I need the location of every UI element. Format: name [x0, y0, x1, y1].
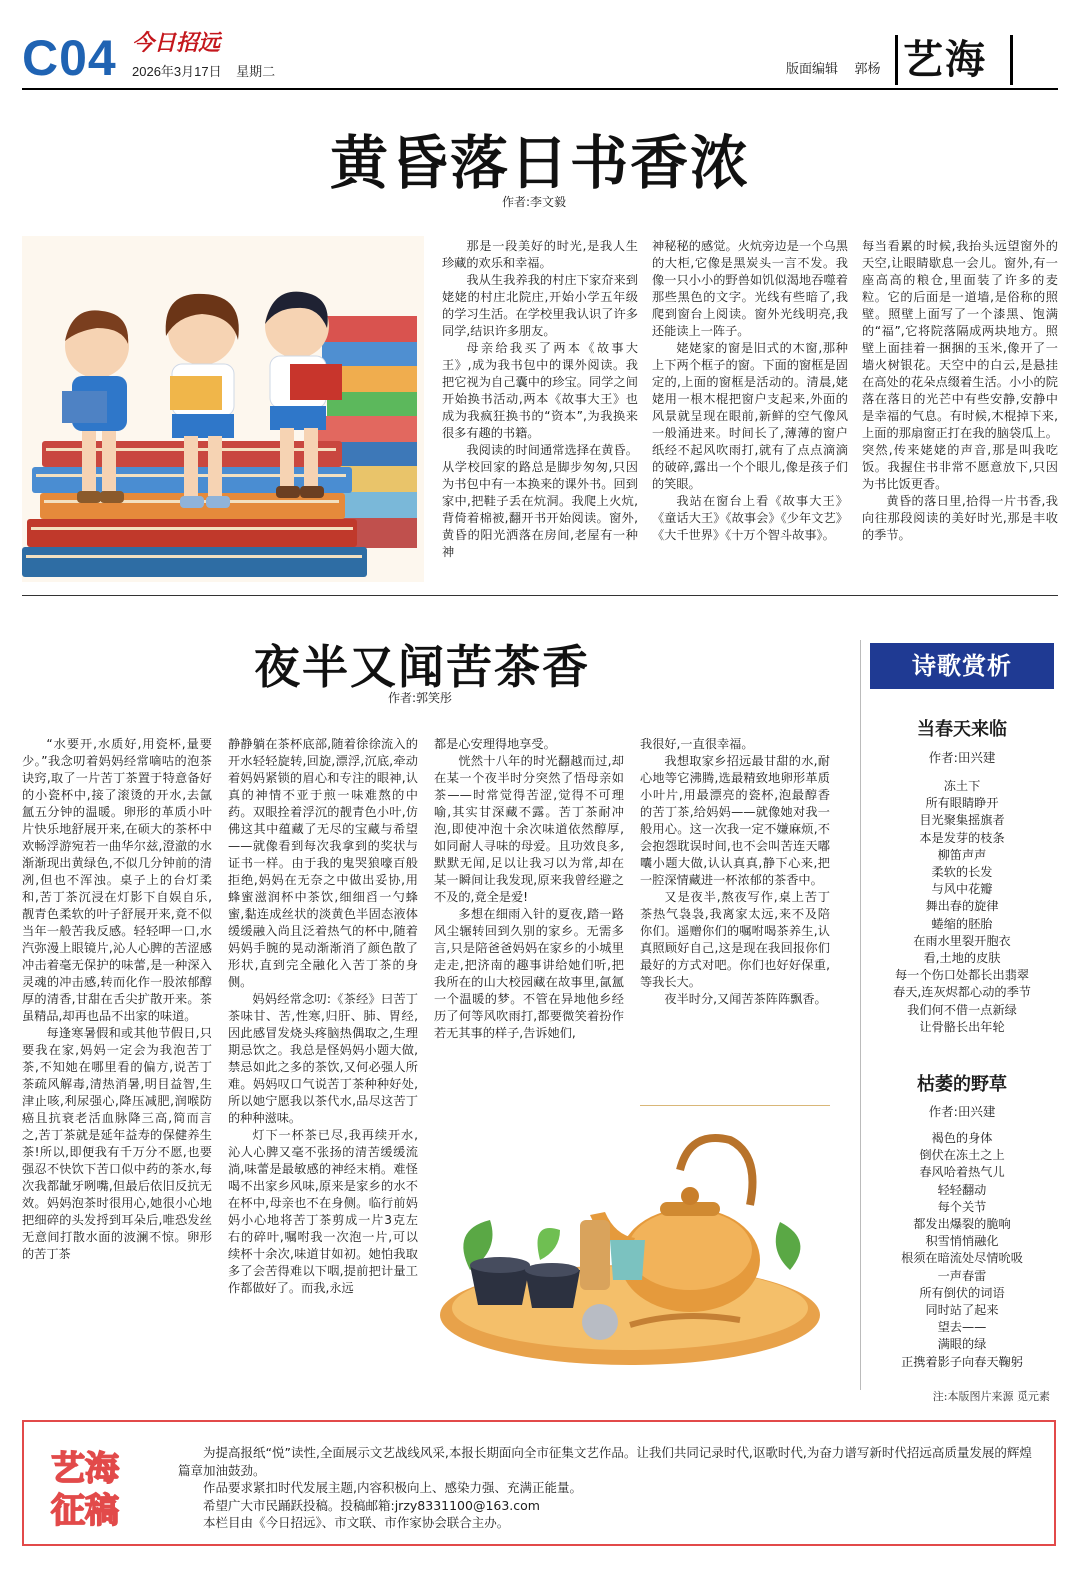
poem-line: 轻轻翻动: [937, 1182, 987, 1197]
paragraph: 我阅读的时间通常选择在黄昏。从学校回家的路总是脚步匆匆,只因为书包中有一本换来的课外书。回到家中,把鞋子丢在炕洞。我爬上火炕,背倚着棉被,翻开书开始阅读。窗外,黄昏的阳光洒落在房间,老屋有一种神: [442, 443, 638, 559]
poem2-title: 枯萎的野草: [917, 1074, 1007, 1095]
poem-line: 冻土下: [943, 779, 981, 793]
poem-line: 都发出爆裂的脆响: [913, 1217, 1011, 1232]
submission-logo: [40, 1440, 130, 1530]
article2-author: 作者:郭笑彤: [388, 691, 453, 705]
poem-line: 每个关节: [937, 1199, 987, 1214]
article1-column-1: [442, 238, 638, 578]
paragraph: 黄昏的落日里,拾得一片书香,我向往那段阅读的美好时光,那是丰收的季节。: [862, 494, 1058, 542]
paragraph: 又是夜半,熬夜写作,桌上苦丁茶热气袅袅,我离家太远,来不及陪你们。遥赠你们的嘱咐喝茶养生,认真照顾好自己,这是现在我回报你们最好的方式对吧。你们也好好保重,等我长大。: [640, 890, 830, 989]
paragraph: 我从生我养我的村庄下家夼来到姥姥的村庄北院庄,开始小学五年级的学习生活。在学校里我认识了许多同学,结识许多朋友。: [442, 273, 638, 338]
article2-column-3: [434, 736, 624, 1076]
article2-column-4: [640, 736, 830, 1076]
poem-line: 目光聚集摇旗者: [919, 813, 1005, 828]
poem1-author: 作者:田兴建: [928, 750, 996, 765]
weekday: 星期二: [236, 64, 276, 79]
paragraph: “水要开,水质好,用瓷杯,量要少。”我念叨着妈妈经常嘀咕的泡茶诀窍,取了一片苦丁茶置于特意备好的小瓷杯中,接了滚烫的开水,去氤氲五分钟的温暖。卵形的革质小叶片快乐地舒展开来,在硕大的茶杯中欢畅浮游宛若一曲华尔兹,澄澈的水渐渐现出黄绿色,不似几分钟前的清冽,但也不浑浊。桌子上的台灯柔和,苦丁茶沉浸在灯影下自娱自乐,靓青色柔软的叶子舒展开来,竟不似当年一般苦我反感。轻轻呷一口,水汽弥漫上眼镜片,沁人心脾的苦涩感冲击着毫无保护的味蕾,是一种深入灵魂的冲击感,转而化作一股浓郁醇厚的清香,甘甜在舌尖扩散开来。茶虽精品,却再也品不出家的味道。: [22, 737, 212, 1023]
article2-column-2: [228, 736, 418, 1376]
paragraph: 我站在窗台上看《故事大王》《童话大王》《故事会》《少年文艺》《大千世界》《十万个智斗故事》。: [652, 494, 848, 542]
paragraph: 都是心安理得地享受。: [434, 737, 556, 751]
poem-line: 望去——: [937, 1320, 987, 1335]
section-name: 艺海: [903, 36, 987, 83]
poem-line: 正携着影子向春天鞠躬: [901, 1354, 1023, 1369]
paragraph: 神秘秘的感觉。火炕旁边是一个乌黑的大柜,它像是黑炭头一言不发。我像一只小小的野兽如饥似渴地吞噬着那些黑色的文字。光线有些暗了,我爬到窗台上阅读。窗外光线明亮,我还能读上一阵子。: [652, 239, 848, 338]
poem-line: 在雨水里裂开胞衣: [913, 933, 1011, 948]
decorative-rule: [640, 1105, 830, 1106]
poem-line: 褐色的身体: [931, 1131, 993, 1145]
poem-line: 根须在暗流处尽情吮吸: [901, 1251, 1023, 1266]
poem-line: 倒伏在冻土之上: [919, 1148, 1005, 1163]
date: 2026年3月17日: [132, 64, 222, 79]
article1-column-3: [862, 238, 1058, 578]
page-code: C04: [22, 30, 117, 86]
poem-line: 一声春雷: [937, 1268, 987, 1283]
poem-line: 满眼的绿: [937, 1337, 987, 1352]
logo-line-2: 征稿: [51, 1491, 119, 1530]
poem-line: 春天,连灰烬都心动的季节: [893, 985, 1031, 1000]
poem-line: 柔软的长发: [931, 865, 993, 880]
notice-line: 作品要求紧扣时代发展主题,内容积极向上、感染力强、充满正能量。: [203, 1480, 582, 1495]
article1-title: 黄昏落日书香浓: [329, 129, 750, 197]
poem-line: 本是发芽的枝条: [919, 830, 1005, 845]
article2-title: 夜半又闻苦茶香: [254, 640, 590, 694]
header-divider: [22, 88, 1058, 90]
submission-notice-text: [178, 1444, 1038, 1532]
notice-line: 本栏目由《今日招远》、市文联、市作家协会联合主办。: [203, 1515, 510, 1530]
poem-line: 积雪悄悄融化: [925, 1234, 999, 1249]
poem-line: 舞出春的旋律: [925, 899, 999, 914]
poem1-body: [870, 778, 1054, 1036]
article2-column-1: [22, 736, 212, 1376]
poem-line: 柳笛声声: [937, 847, 987, 862]
editor-label: 版面编辑: [786, 62, 839, 77]
page-editor: [786, 62, 881, 78]
paragraph: 每逢寒暑假和或其他节假日,只要我在家,妈妈一定会为我泡苦丁茶,不知她在哪里看的偏方,说苦丁茶疏风解毒,清热消暑,明目益智,生津止咳,利尿强心,降压减肥,润喉防癌且抗衰老活血脉降三高,简而言之,苦丁茶就是延年益寿的保健养生茶!所以,即便我有千万分不愿,也要强忍不快饮下苦口似中药的茶水,每次我都龇牙咧嘴,但最后依旧反抗无效。妈妈泡茶时很用心,她很小心地把细碎的头发捋到耳朵后,唯恐发丝无意间打散水面的波澜不惊。卵形的苦丁茶: [22, 1026, 212, 1261]
logo-line-1: 艺海: [51, 1449, 119, 1489]
paragraph: 那是一段美好的时光,是我人生珍藏的欢乐和幸福。: [442, 239, 638, 270]
poem-line: 蜷缩的胚胎: [931, 916, 993, 931]
tea-set-illustration: [430, 1110, 830, 1370]
poem-line: 让骨骼长出年轮: [919, 1019, 1005, 1034]
paragraph: 静静躺在茶杯底部,随着徐徐流入的开水轻轻旋转,回旋,漂浮,沉底,牵动着妈妈紧锁的眉心和专注的眼神,认真的神情不亚于煎一味难熬的中药。双眼拴着浮沉的靓青色小叶,仿佛这其中蕴藏了无尽的宝藏与希望——就像看到每次我拿到的奖状与证书一样。由于我的鬼哭狼嚎百般拒绝,妈妈在无奈之中做出妥协,用蜂蜜滋润杯中茶饮,细细舀一勺蜂蜜,黏连成丝状的淡黄色半固态液体缓缓融入尚且泛着热气的杯中,随着妈妈手腕的晃动渐渐消了颜色散了形状,直到完全融化入苦丁茶的身侧。: [228, 737, 418, 989]
poem-line: 我们何不借一点新绿: [907, 1002, 1017, 1017]
poem2-author: 作者:田兴建: [928, 1104, 996, 1119]
poem-line: 所有倒伏的词语: [919, 1285, 1005, 1300]
children-reading-illustration: [22, 236, 424, 582]
poem1-title: 当春天来临: [917, 719, 1007, 740]
newspaper-name: 今日招远: [132, 30, 221, 56]
paragraph: 灯下一杯茶已尽,我再续开水,沁人心脾又毫不张扬的清苦缓缓流淌,味蕾是最敏感的神经末梢。难怪喝不出家乡风味,原来是家乡的水不在杯中,母亲也不在身侧。临行前妈妈小心地将苦丁茶剪成一片3克左右的碎叶,嘱咐我一次泡一片,可以续杯十余次,味道甘如初。她怕我取多了会苦得难以下咽,提前把计量工作都做好了。而我,永远: [228, 1128, 418, 1295]
paragraph: 我想取家乡招远最甘甜的水,耐心地等它沸腾,选最精致地卵形革质小叶片,用最漂亮的瓷杯,泡最醇香的苦丁茶,给妈妈——就像她对我一般用心。这一次我一定不嫌麻烦,不会抱怨耽误时间,也不会叫苦连天嘟囔小题大做,认认真真,静下心来,把一腔深情藏进一杯浓郁的茶香中。: [640, 754, 830, 887]
paragraph: 夜半时分,又闻苦茶阵阵飘香。: [664, 992, 827, 1006]
editor-name: 郭杨: [854, 62, 881, 77]
paragraph: 妈妈经常念叨:《茶经》曰苦丁茶味甘、苦,性寒,归肝、肺、胃经,因此感冒发烧头疼脑热偶取之,生理期忌饮之。我总是怪妈妈小题大做,禁忌如此之多的茶饮,又何必强人所难。妈妈叹口气说苦丁茶种种好处,所以她宁愿我以茶代水,品尽这苦丁的种种滋味。: [228, 992, 418, 1125]
paragraph: 恍然十八年的时光翻越而过,却在某一个夜半时分突然了悟母亲如茶——时常觉得苦涩,觉得不可理喻,其实甘深藏不露。苦丁茶耐冲泡,即使冲泡十余次味道依然醇厚,如同耐人寻味的母爱。且功效良多,默默无闻,足以让我习以为常,却在某一瞬间让我发现,原来我曾经避之不及的,竟全是爱!: [434, 754, 624, 904]
poem-line: 同时站了起来: [925, 1303, 999, 1318]
article1-author: 作者:李文毅: [502, 195, 567, 209]
poem-line: 与风中花瓣: [931, 882, 993, 897]
paragraph: 每当看累的时候,我抬头远望窗外的天空,让眼睛歇息一会儿。窗外,有一座高高的粮仓,里面装了许多的麦粒。它的后面是一道墙,是俗称的照壁。照壁上面写了一个漆黑、饱满的“福”,它将院落隔成两块地方。照壁上面挂着一捆捆的玉米,像开了一墙火树银花。天空中的白云,是悬挂在高处的花朵点缀着生活。小小的院落在落日的光芒中有些安静,安静中是幸福的气息。有时候,木棍掉下来,上面的那扇窗正打在我的脑袋瓜上。突然,传来姥姥的声音,那是叫我吃饭。我握住书非常不愿意放下,只因为书比饭更香。: [862, 239, 1058, 491]
article1-column-2: [652, 238, 848, 578]
notice-line: 希望广大市民踊跃投稿。投稿邮箱:jrzy8331100@163.com: [203, 1497, 540, 1513]
article-divider: [22, 595, 1058, 596]
paragraph: 多想在细雨入针的夏夜,踏一路风尘辗转回到久别的家乡。无需多言,只是陪爸爸妈妈在家乡的小城里走走,把济南的趣事讲给她们听,把我所在的山大校园藏在故事里,氤氲一个温暖的梦。不管在异地他乡经历了何等风吹雨打,都要微笑着扮作若无其事的样子,告诉她们,: [434, 907, 624, 1040]
poem-line: 每一个伤口处都长出翡翠: [894, 968, 1030, 983]
poem-line: 所有眼睛睁开: [925, 796, 999, 811]
poem2-body: [870, 1130, 1054, 1371]
poem-line: 春风哈着热气儿: [919, 1165, 1005, 1180]
image-source-note: 注:本版图片来源 觅元素: [932, 1390, 1050, 1403]
issue-date: [132, 64, 275, 80]
poetry-banner: 诗歌赏析: [870, 643, 1054, 689]
poetry-divider: [860, 640, 861, 1390]
notice-line: 为提高报纸“悦”读性,全面展示文艺战线风采,本报长期面向全市征集文艺作品。让我们共同记录时代,讴歌时代,为奋力谱写新时代招远高质量发展的辉煌篇章加油鼓劲。: [178, 1445, 1032, 1478]
paragraph: 我很好,一直很幸福。: [640, 737, 754, 751]
poem-line: 看,土地的皮肤: [923, 951, 1001, 966]
paragraph: 母亲给我买了两本《故事大王》,成为我书包中的课外阅读。我把它视为自己囊中的珍宝。同学之间开始换书活动,两本《故事大王》也成为我疯狂换书的“资本”,为我换来很多有趣的书籍。: [442, 341, 638, 440]
paragraph: 姥姥家的窗是旧式的木窗,那种上下两个框子的窗。下面的窗框是固定的,上面的窗框是活动的。清晨,姥姥用一根木棍把窗户支起来,外面的风景就呈现在眼前,新鲜的空气像风一般涌进来。时间长了,薄薄的窗户纸经不起风吹雨打,就有了点点滴滴的破碎,露出一个个眼儿,像是孩子们的笑眼。: [652, 341, 848, 491]
